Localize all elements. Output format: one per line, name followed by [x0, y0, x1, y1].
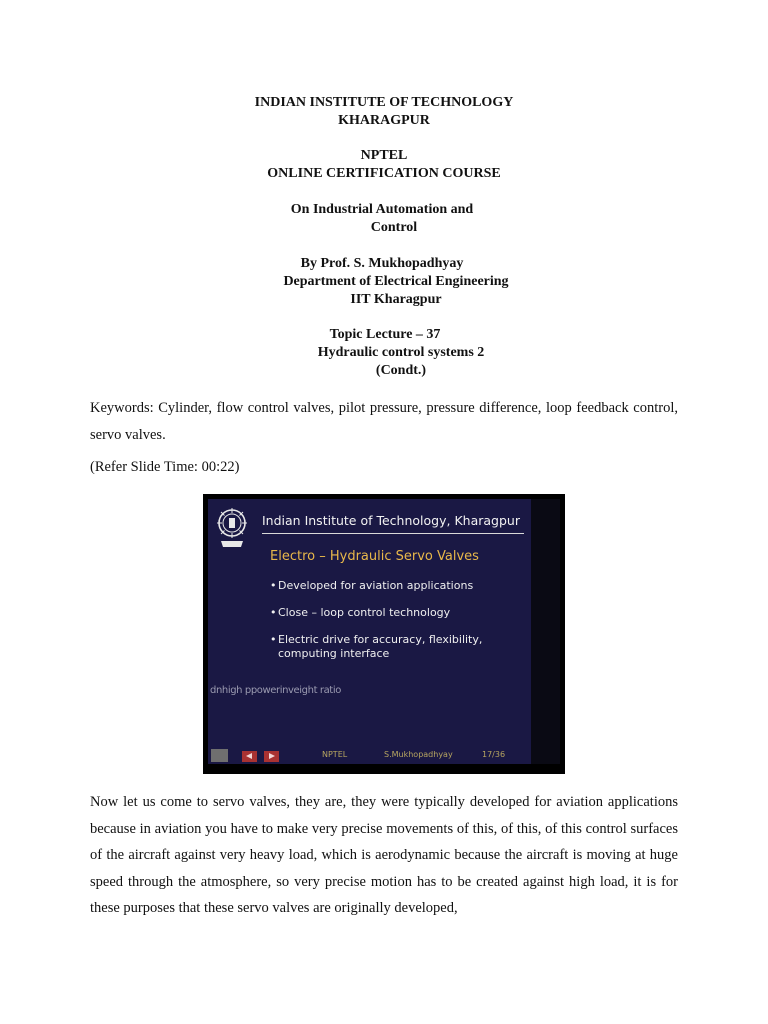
slide-divider — [262, 533, 524, 534]
slide-title: Indian Institute of Technology, Kharagpur — [262, 513, 520, 528]
slide-prev-icon — [242, 751, 257, 762]
program-line-2: ONLINE CERTIFICATION COURSE — [267, 166, 501, 181]
keywords-paragraph: Keywords: Cylinder, flow control valves, pilot pressure, pressure difference, loop feedback control, servo valves. — [90, 400, 678, 443]
program-heading — [0, 147, 768, 183]
institute-line-1: INDIAN INSTITUTE OF TECHNOLOGY — [254, 95, 514, 110]
slide-bullet: • Electric drive for accuracy, flexibility, computing interface — [270, 633, 518, 661]
topic-cont: (Condt.) — [375, 363, 427, 378]
institute-heading — [0, 94, 768, 130]
slide-footer-author: S.Mukhopadhyay — [384, 750, 453, 759]
slide-footer — [208, 749, 531, 764]
slide-footer-nptel: NPTEL — [322, 750, 348, 759]
author-name: By Prof. S. Mukhopadhyay — [300, 256, 464, 271]
slide-thumbnail-icon — [211, 749, 228, 762]
slide-bullet: • Developed for aviation applications — [270, 579, 518, 593]
slide-bullet-list — [270, 579, 518, 674]
author-department: Department of Electrical Engineering — [283, 274, 509, 289]
author-institute: IIT Kharagpur — [350, 292, 442, 307]
course-line-1: On Industrial Automation and — [290, 202, 474, 217]
institute-line-2: KHARAGPUR — [338, 113, 430, 128]
slide-side-bar — [531, 499, 560, 764]
slide-bullet: • Close – loop control technology — [270, 606, 518, 620]
program-line-1: NPTEL — [360, 148, 408, 163]
slide-heading: Electro – Hydraulic Servo Valves — [270, 549, 479, 564]
body-paragraph: Now let us come to servo valves, they are, they were typically developed for aviation applications because in aviation you have to make very precise movements of this, of this, of this control surfaces of the aircraft against very heavy load, which is aerodynamic because the aircraft is moving at huge speed through the atmosphere, so very precise motion has to be created against high load, it is for these purposes that these servo valves are originally developed, — [90, 794, 678, 916]
topic-title: Hydraulic control systems 2 — [317, 345, 485, 360]
topic-lecture: Topic Lecture – 37 — [329, 327, 441, 342]
lecture-slide-image — [203, 494, 565, 774]
slide-canvas — [208, 499, 531, 764]
author-block — [0, 255, 768, 309]
refer-slide-time: (Refer Slide Time: 00:22) — [90, 459, 240, 475]
slide-ghost-text: dnhigh ppowerinveight ratio — [210, 685, 341, 696]
course-heading — [0, 201, 766, 237]
slide-next-icon — [264, 751, 279, 762]
course-line-2: Control — [370, 220, 418, 235]
iit-logo-icon — [216, 507, 248, 549]
slide-page-number: 17/36 — [482, 750, 506, 759]
topic-block — [0, 326, 768, 380]
